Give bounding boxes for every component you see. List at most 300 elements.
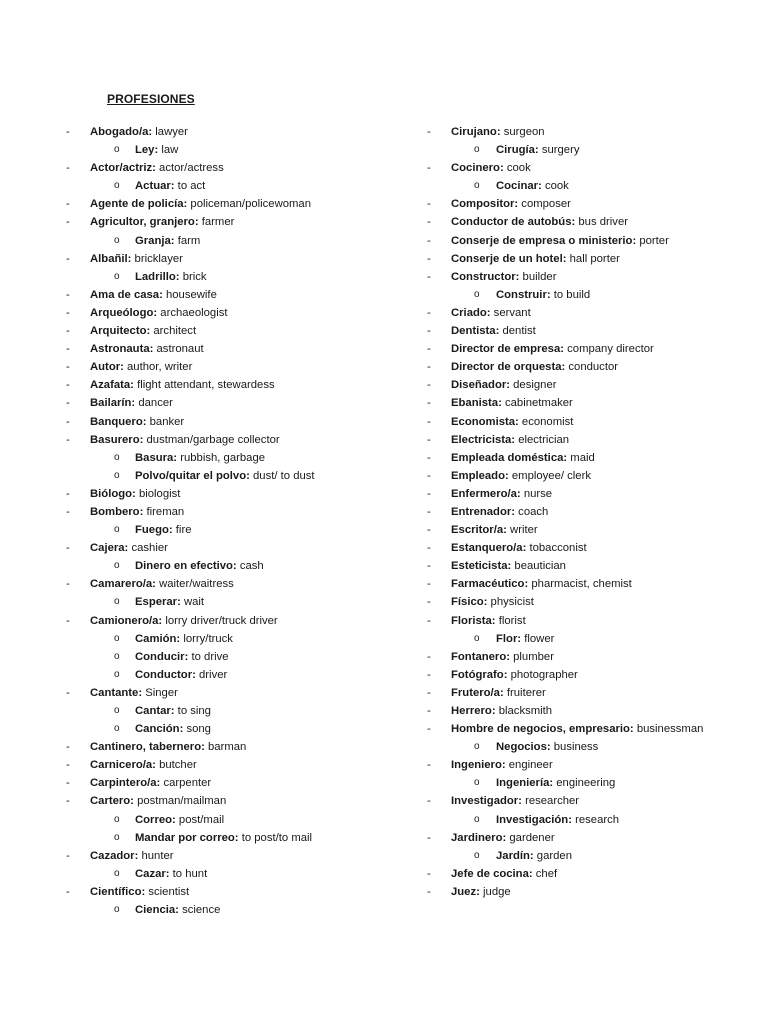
right-vocabulary-list — [360, 123, 704, 901]
spanish-term: Dentista: — [451, 325, 500, 338]
spanish-term: Investigación: — [496, 813, 572, 826]
entry-text — [451, 431, 569, 449]
english-translation: maid — [567, 451, 595, 464]
entry-text — [451, 322, 536, 340]
dash-bullet: - — [427, 306, 431, 319]
english-translation: author, writer — [123, 361, 193, 374]
entry-text — [451, 684, 546, 702]
vocab-entry — [0, 376, 340, 394]
spanish-term: Jardinero: — [451, 831, 507, 844]
english-translation: photographer — [507, 668, 578, 681]
english-translation: beautician — [511, 560, 566, 573]
dash-bullet: - — [66, 126, 70, 138]
vocab-subentry — [0, 268, 340, 286]
english-translation: waiter/waitress — [155, 578, 234, 591]
spanish-term: Científico: — [90, 885, 146, 898]
dash-bullet: - — [66, 741, 70, 754]
dash-bullet: - — [427, 831, 431, 844]
english-translation: dancer — [135, 397, 173, 410]
spanish-term: Biólogo: — [90, 487, 136, 500]
spanish-term: Negocios: — [496, 741, 551, 754]
spanish-term: Canción: — [135, 723, 184, 736]
english-translation: astronaut — [153, 343, 204, 356]
entry-text — [90, 195, 311, 213]
circle-bullet: o — [114, 234, 120, 246]
vocab-entry — [360, 612, 700, 630]
entry-text — [451, 792, 579, 810]
entry-text — [90, 792, 226, 810]
circle-bullet: o — [114, 270, 120, 282]
spanish-term: Cantar: — [135, 705, 175, 717]
english-translation: economist — [518, 415, 574, 428]
circle-bullet: o — [114, 596, 120, 608]
english-translation: research — [571, 813, 620, 826]
entry-text — [90, 304, 228, 322]
entry-text — [90, 213, 234, 231]
entry-text — [135, 648, 229, 666]
english-translation: composer — [518, 198, 571, 211]
dash-bullet: - — [66, 252, 70, 265]
spanish-term: Dinero en efectivo: — [135, 560, 237, 573]
entry-text — [451, 232, 669, 250]
english-translation: to drive — [188, 650, 229, 663]
spanish-term: Frutero/a: — [451, 686, 504, 699]
spanish-term: Cajera: — [90, 542, 129, 555]
entry-text — [90, 340, 204, 358]
english-translation: dust/ to dust — [249, 469, 315, 482]
circle-bullet: o — [114, 668, 120, 680]
dash-bullet: - — [66, 795, 70, 808]
circle-bullet: o — [114, 451, 120, 463]
entry-text — [135, 865, 207, 883]
entry-text — [90, 413, 184, 431]
dash-bullet: - — [427, 668, 431, 681]
vocab-subentry — [0, 630, 340, 648]
entry-text — [90, 684, 178, 702]
spanish-term: Juez: — [451, 885, 480, 898]
spanish-term: Cocinar: — [496, 180, 542, 193]
english-translation: architect — [150, 325, 197, 338]
entry-text — [451, 376, 557, 394]
dash-bullet: - — [66, 415, 70, 428]
entry-text — [90, 847, 174, 865]
spanish-term: Carnicero/a: — [90, 759, 156, 772]
english-translation: plumber — [510, 650, 554, 663]
english-translation: builder — [519, 270, 557, 283]
dash-bullet: - — [427, 596, 431, 609]
vocab-entry — [360, 756, 700, 774]
spanish-term: Diseñador: — [451, 379, 511, 392]
spanish-term: Constructor: — [451, 270, 520, 283]
spanish-term: Ciencia: — [135, 904, 179, 917]
vocab-entry — [360, 431, 700, 449]
spanish-term: Director de empresa: — [451, 343, 565, 356]
english-translation: dustman/garbage collector — [143, 433, 280, 446]
entry-text — [451, 250, 620, 268]
vocab-subentry — [0, 557, 340, 575]
vocab-subentry — [360, 847, 700, 865]
english-translation: company director — [564, 343, 654, 356]
circle-bullet: o — [114, 524, 120, 536]
english-translation: actor/actress — [155, 162, 224, 175]
dash-bullet: - — [66, 198, 70, 211]
entry-text — [451, 521, 538, 539]
entry-text — [451, 756, 553, 774]
entry-text — [90, 539, 168, 557]
spanish-term: Conserje de empresa o ministerio: — [451, 234, 637, 247]
dash-bullet: - — [427, 469, 431, 482]
spanish-term: Esperar: — [135, 596, 181, 609]
spanish-term: Actuar: — [135, 180, 175, 193]
vocab-entry — [0, 575, 340, 593]
vocab-entry — [360, 358, 700, 376]
vocab-entry — [360, 648, 700, 666]
vocab-entry — [0, 159, 340, 177]
vocab-subentry — [0, 829, 340, 847]
english-translation: tobacconist — [526, 542, 587, 555]
dash-bullet: - — [427, 451, 431, 464]
spanish-term: Entrenador: — [451, 505, 516, 518]
spanish-term: Conducir: — [135, 650, 189, 663]
vocab-entry — [0, 358, 340, 376]
english-translation: barman — [204, 741, 247, 754]
entry-text — [90, 431, 280, 449]
circle-bullet: o — [114, 144, 120, 156]
vocab-entry — [0, 485, 340, 503]
english-translation: judge — [479, 885, 511, 898]
spanish-term: Criado: — [451, 306, 491, 319]
vocab-entry — [360, 485, 700, 503]
vocab-subentry — [0, 720, 340, 738]
english-translation: conductor — [565, 361, 619, 374]
english-translation: writer — [506, 524, 538, 537]
spanish-term: Hombre de negocios, empresario: — [451, 723, 634, 736]
left-vocabulary-list — [0, 123, 340, 919]
english-translation: policeman/policewoman — [187, 198, 311, 211]
spanish-term: Empleada doméstica: — [451, 451, 568, 464]
spanish-term: Banquero: — [90, 415, 147, 428]
english-translation: businessman — [633, 723, 704, 736]
vocab-subentry — [360, 286, 700, 304]
entry-text — [451, 340, 654, 358]
spanish-term: Basurero: — [90, 433, 144, 446]
english-translation: gardener — [506, 831, 555, 844]
vocab-entry — [360, 684, 700, 702]
spanish-term: Polvo/quitar el polvo: — [135, 469, 250, 482]
dash-bullet: - — [427, 415, 431, 428]
dash-bullet: - — [427, 198, 431, 211]
dash-bullet: - — [66, 759, 70, 772]
vocab-subentry — [360, 141, 700, 159]
entry-text — [451, 593, 534, 611]
dash-bullet: - — [427, 379, 431, 392]
english-translation: engineering — [553, 777, 616, 790]
circle-bullet: o — [474, 813, 480, 825]
english-translation: scientist — [145, 885, 190, 898]
dash-bullet: - — [427, 686, 431, 699]
entry-text — [90, 756, 197, 774]
vocab-entry — [360, 304, 700, 322]
entry-text — [90, 250, 183, 268]
vocab-entry — [0, 684, 340, 702]
entry-text — [135, 901, 220, 919]
vocab-subentry — [0, 901, 340, 919]
dash-bullet: - — [427, 650, 431, 663]
spanish-term: Ingeniería: — [496, 777, 554, 790]
english-translation: to build — [550, 288, 591, 301]
dash-bullet: - — [427, 234, 431, 247]
english-translation: housewife — [162, 288, 217, 301]
circle-bullet: o — [474, 849, 480, 861]
english-translation: postman/mailman — [133, 795, 227, 808]
vocab-entry — [360, 883, 700, 901]
circle-bullet: o — [114, 650, 120, 662]
dash-bullet: - — [66, 542, 70, 555]
dash-bullet: - — [66, 325, 70, 338]
spanish-term: Físico: — [451, 596, 488, 609]
spanish-term: Ladrillo: — [135, 270, 180, 283]
english-translation: fireman — [143, 505, 185, 518]
english-translation: to sing — [174, 705, 211, 717]
circle-bullet: o — [474, 180, 480, 192]
vocab-subentry — [0, 648, 340, 666]
entry-text — [135, 593, 204, 611]
entry-text — [451, 413, 573, 431]
spanish-term: Enfermero/a: — [451, 487, 521, 500]
entry-text — [90, 394, 173, 412]
vocab-entry — [360, 413, 700, 431]
dash-bullet: - — [66, 288, 70, 301]
vocab-entry — [0, 340, 340, 358]
english-translation: nurse — [520, 487, 553, 500]
entry-text — [496, 630, 554, 648]
entry-text — [451, 213, 628, 231]
spanish-term: Astronauta: — [90, 343, 154, 356]
spanish-term: Correo: — [135, 813, 176, 826]
spanish-term: Ebanista: — [451, 397, 502, 410]
english-translation: fruiterer — [503, 686, 546, 699]
entry-text — [451, 503, 548, 521]
english-translation: rubbish, garbage — [177, 451, 266, 464]
spanish-term: Camión: — [135, 632, 181, 645]
entry-text — [135, 232, 200, 250]
vocab-subentry — [0, 702, 340, 720]
entry-text — [90, 883, 189, 901]
english-translation: bus driver — [575, 216, 629, 229]
english-translation: cabinetmaker — [501, 397, 573, 410]
vocab-entry — [360, 575, 700, 593]
vocab-entry — [0, 123, 340, 141]
spanish-term: Arqueólogo: — [90, 306, 158, 319]
entry-text — [451, 702, 552, 720]
spanish-term: Conductor: — [135, 668, 196, 681]
vocab-subentry — [0, 666, 340, 684]
circle-bullet: o — [474, 741, 480, 753]
dash-bullet: - — [427, 578, 431, 591]
entry-text — [135, 829, 312, 847]
spanish-term: Cirujano: — [451, 126, 501, 138]
english-translation: physicist — [487, 596, 534, 609]
english-translation: lorry/truck — [180, 632, 233, 645]
dash-bullet: - — [427, 325, 431, 338]
entry-text — [496, 811, 619, 829]
spanish-term: Cazador: — [90, 849, 139, 862]
spanish-term: Granja: — [135, 234, 175, 247]
english-translation: law — [158, 144, 179, 157]
dash-bullet: - — [66, 343, 70, 356]
entry-text — [90, 123, 188, 141]
dash-bullet: - — [427, 723, 431, 736]
vocab-subentry — [0, 449, 340, 467]
vocab-entry — [0, 286, 340, 304]
spanish-term: Conserje de un hotel: — [451, 252, 567, 265]
dash-bullet: - — [427, 705, 431, 717]
vocab-entry — [0, 394, 340, 412]
entry-text — [451, 304, 531, 322]
english-translation: blacksmith — [495, 705, 553, 717]
entry-text — [496, 177, 569, 195]
entry-text — [90, 738, 246, 756]
vocab-entry — [0, 774, 340, 792]
dash-bullet: - — [66, 487, 70, 500]
english-translation: florist — [495, 614, 526, 627]
english-translation: pharmacist, chemist — [528, 578, 632, 591]
vocab-entry — [360, 268, 700, 286]
vocab-entry — [360, 865, 700, 883]
entry-text — [451, 829, 555, 847]
entry-text — [496, 738, 598, 756]
english-translation: researcher — [521, 795, 580, 808]
vocab-subentry — [0, 811, 340, 829]
vocab-entry — [360, 213, 700, 231]
circle-bullet: o — [114, 723, 120, 735]
vocab-subentry — [0, 865, 340, 883]
english-translation: cook — [541, 180, 569, 193]
circle-bullet: o — [114, 705, 120, 716]
spanish-term: Esteticista: — [451, 560, 512, 573]
spanish-term: Economista: — [451, 415, 519, 428]
vocab-subentry — [360, 774, 700, 792]
vocab-entry — [360, 195, 700, 213]
entry-text — [496, 286, 590, 304]
dash-bullet: - — [427, 397, 431, 410]
spanish-term: Florista: — [451, 614, 496, 627]
entry-text — [451, 123, 545, 141]
circle-bullet: o — [114, 632, 120, 644]
vocab-subentry — [0, 467, 340, 485]
english-translation: lawyer — [152, 126, 188, 138]
entry-text — [451, 575, 632, 593]
dash-bullet: - — [427, 343, 431, 356]
entry-text — [90, 159, 224, 177]
dash-bullet: - — [427, 867, 431, 880]
dash-bullet: - — [427, 542, 431, 555]
english-translation: employee/ clerk — [508, 469, 591, 482]
english-translation: science — [178, 904, 221, 917]
spanish-term: Flor: — [496, 632, 522, 645]
english-translation: garden — [533, 849, 572, 862]
spanish-term: Carpintero/a: — [90, 777, 161, 790]
circle-bullet: o — [474, 144, 480, 156]
entry-text — [135, 702, 211, 720]
circle-bullet: o — [114, 469, 120, 481]
circle-bullet: o — [114, 560, 120, 572]
dash-bullet: - — [427, 487, 431, 500]
dash-bullet: - — [66, 306, 70, 319]
dash-bullet: - — [66, 162, 70, 175]
circle-bullet: o — [474, 632, 480, 644]
english-translation: business — [550, 741, 599, 754]
entry-text — [451, 159, 531, 177]
english-translation: Singer — [142, 686, 178, 699]
vocab-entry — [360, 720, 704, 738]
vocab-entry — [360, 702, 700, 720]
spanish-term: Camionero/a: — [90, 614, 163, 627]
spanish-term: Azafata: — [90, 379, 134, 392]
vocab-entry — [0, 756, 340, 774]
vocab-entry — [360, 322, 700, 340]
vocab-entry — [0, 250, 340, 268]
vocab-entry — [360, 503, 700, 521]
vocab-entry — [360, 467, 700, 485]
spanish-term: Director de orquesta: — [451, 361, 566, 374]
vocab-entry — [360, 123, 700, 141]
dash-bullet: - — [66, 379, 70, 392]
spanish-term: Fuego: — [135, 524, 173, 537]
entry-text — [90, 774, 211, 792]
english-translation: hall porter — [566, 252, 620, 265]
english-translation: porter — [636, 234, 669, 247]
dash-bullet: - — [427, 505, 431, 518]
entry-text — [135, 467, 315, 485]
english-translation: flower — [521, 632, 555, 645]
vocab-subentry — [360, 177, 700, 195]
english-translation: brick — [179, 270, 207, 283]
vocab-entry — [360, 666, 700, 684]
spanish-term: Cartero: — [90, 795, 134, 808]
english-translation: bricklayer — [131, 252, 183, 265]
circle-bullet: o — [474, 777, 480, 789]
entry-text — [135, 720, 211, 738]
dash-bullet: - — [66, 849, 70, 862]
spanish-term: Agente de policía: — [90, 198, 188, 211]
spanish-term: Camarero/a: — [90, 578, 156, 591]
vocab-subentry — [0, 521, 340, 539]
spanish-term: Farmacéutico: — [451, 578, 529, 591]
entry-text — [90, 503, 184, 521]
entry-text — [135, 141, 178, 159]
entry-text — [90, 286, 217, 304]
vocab-entry — [0, 539, 340, 557]
dash-bullet: - — [427, 759, 431, 772]
dash-bullet: - — [66, 361, 70, 374]
entry-text — [496, 141, 580, 159]
vocab-entry — [360, 829, 700, 847]
english-translation: to act — [174, 180, 206, 193]
vocab-entry — [0, 431, 340, 449]
english-translation: to post/to mail — [238, 831, 313, 844]
entry-text — [451, 539, 587, 557]
page-title: PROFESIONES — [107, 92, 195, 106]
entry-text — [135, 177, 205, 195]
circle-bullet: o — [114, 904, 120, 916]
vocab-entry — [0, 883, 340, 901]
entry-text — [451, 485, 552, 503]
spanish-term: Cirugía: — [496, 144, 539, 157]
english-translation: dentist — [499, 325, 536, 338]
vocab-entry — [360, 159, 700, 177]
english-translation: archaeologist — [157, 306, 228, 319]
